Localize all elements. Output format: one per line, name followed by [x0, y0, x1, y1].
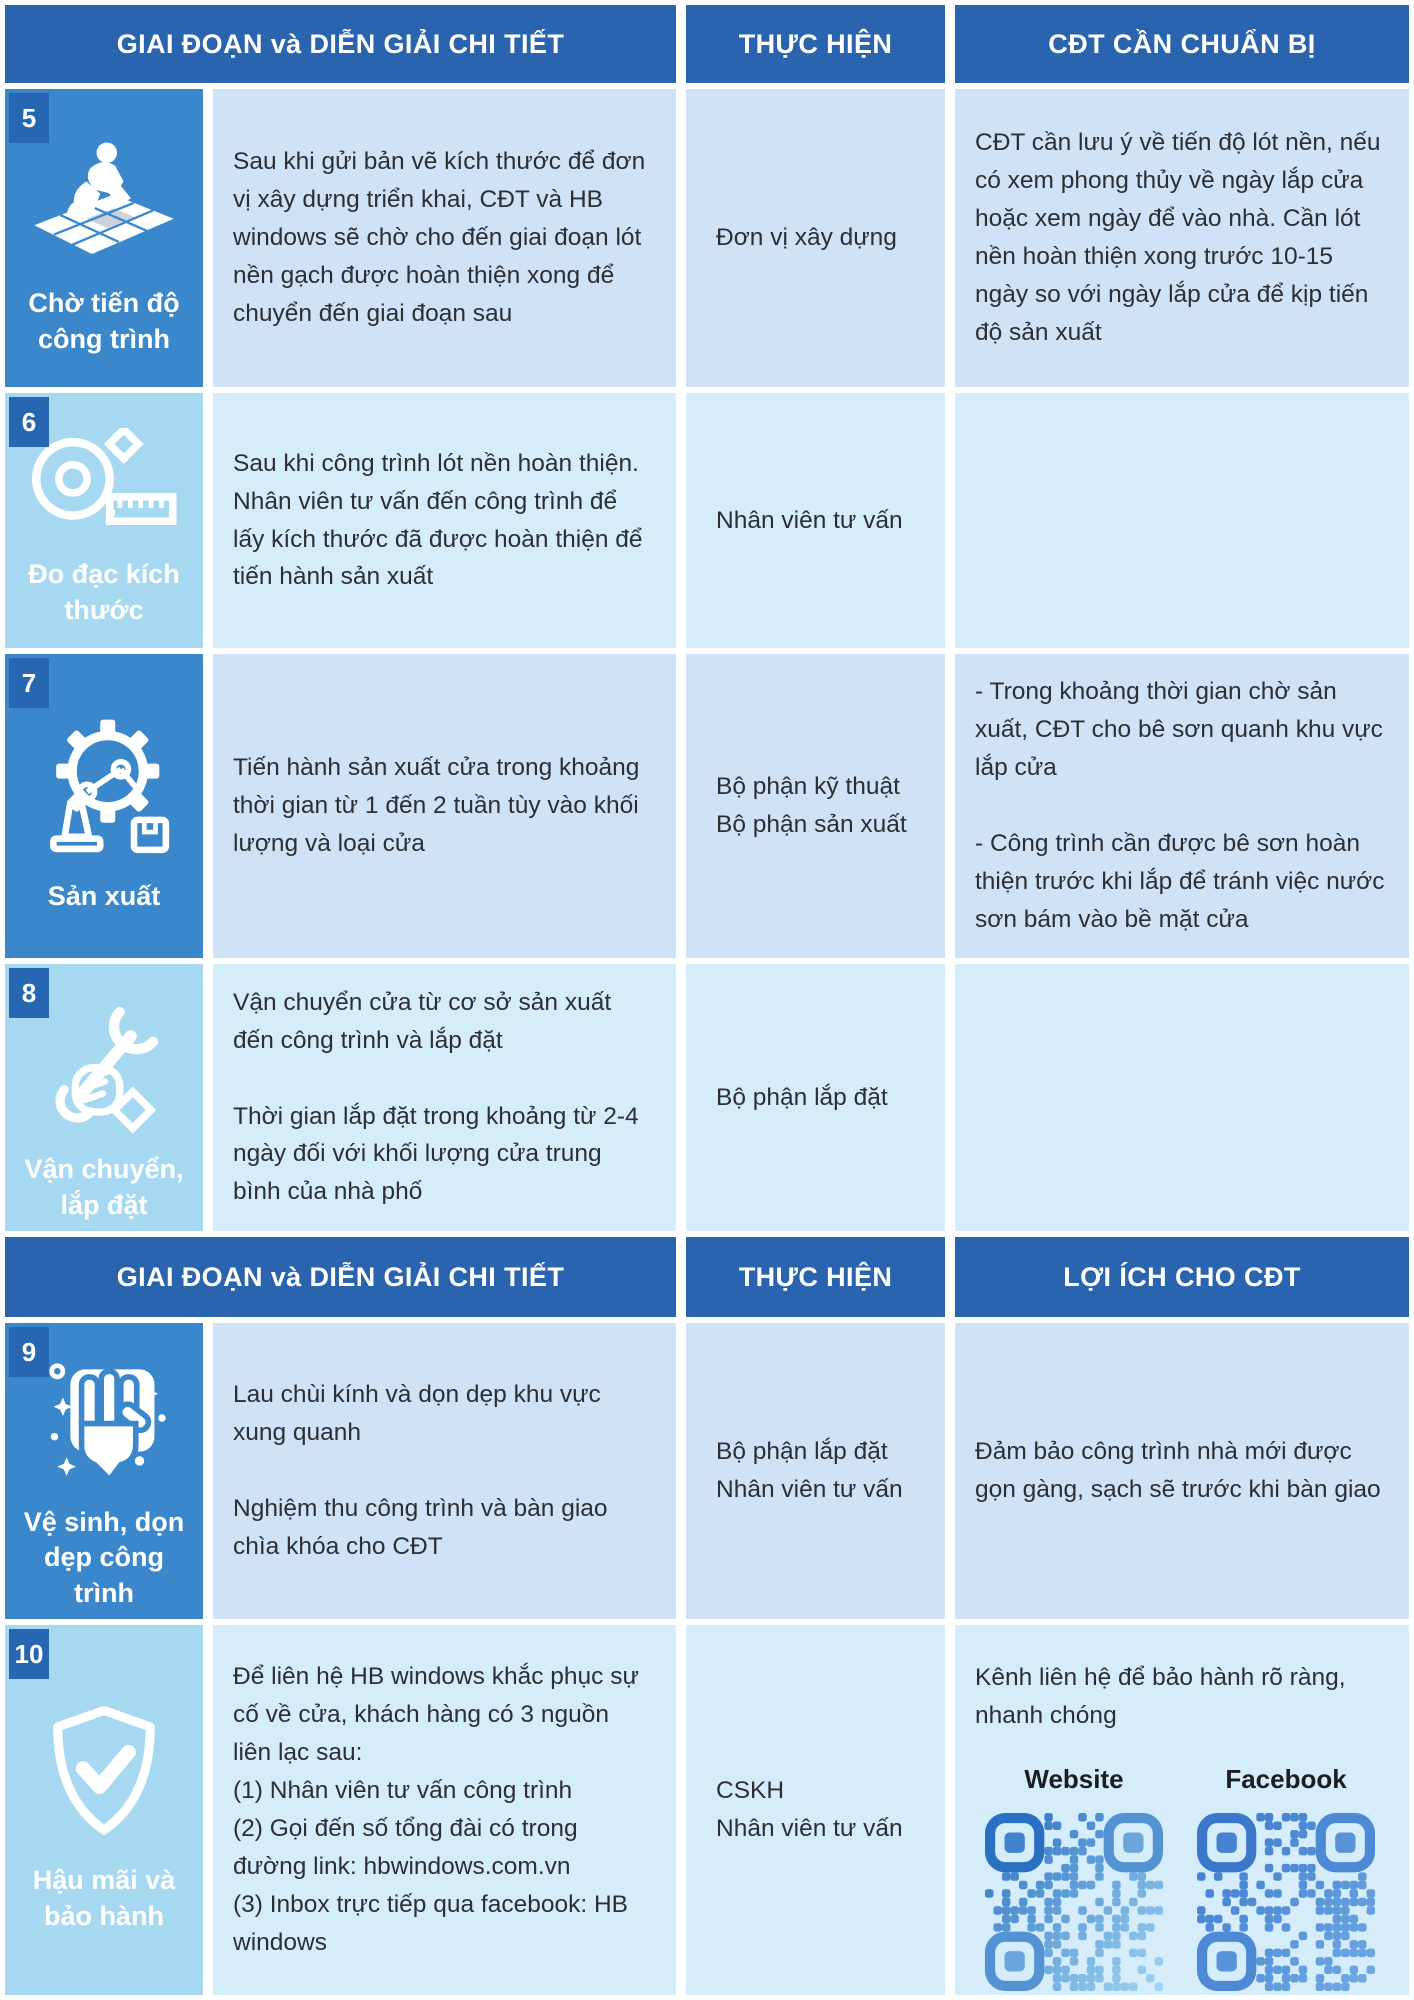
stage-cell-step10 — [5, 1625, 203, 1995]
header-prepare — [955, 5, 1409, 83]
stage-cell-step8 — [5, 964, 203, 1231]
description-text: Nghiệm thu công trình và bàn giao chìa khóa cho CĐT — [233, 1495, 608, 1560]
description-text: Tiến hành sản xuất cửa trong khoảng thời gian từ 1 đến 2 tuần tùy vào khối lượng và loại cửa — [233, 754, 640, 857]
website-qr — [985, 1813, 1163, 1991]
stage-cell-step6 — [5, 393, 203, 648]
header-benefit — [955, 1237, 1409, 1317]
step-number-badge — [9, 397, 49, 447]
stage-cell-step9 — [5, 1323, 203, 1619]
description-cell-step8 — [213, 964, 676, 1231]
stage-cell-step7 — [5, 654, 203, 958]
step-number: 7 — [21, 667, 37, 698]
description-text: Thời gian lắp đặt trong khoảng từ 2-4 ngày đối với khối lượng cửa trung bình của nhà phố — [233, 1102, 639, 1206]
description-text: Vận chuyển cửa từ cơ sở sản xuất đến công trình và lắp đặt — [233, 988, 612, 1054]
note-text: CĐT cần lưu ý về tiến độ lót nền, nếu có xem phong thủy về ngày lắp cửa hoặc xem ngày để vào nhà. Cần lót nền hoàn thiện xong trước 10-15 ngày so với ngày lắp cửa để kịp tiến độ sản xuất — [975, 129, 1381, 346]
description-cell-step7 — [213, 654, 676, 958]
step-number-badge — [9, 1629, 49, 1679]
website-qr-box — [983, 1759, 1165, 1991]
facebook-qr — [1197, 1813, 1375, 1991]
step-number-badge — [9, 968, 49, 1018]
description-cell-step9 — [213, 1323, 676, 1619]
description-text: (1) Nhân viên tư vấn công trình — [233, 1777, 573, 1805]
step-number: 10 — [14, 1638, 44, 1669]
executor-cell-step6 — [686, 393, 945, 648]
header-stage-detail-2 — [5, 1237, 676, 1317]
stage-label: Đo đạc kích thước — [28, 559, 180, 625]
note-cell-step7 — [955, 654, 1409, 958]
note-cell-step6 — [955, 393, 1409, 648]
executor-text: Bộ phận lắp đặt — [716, 1438, 888, 1466]
description-cell-step5 — [213, 89, 676, 387]
qr-row — [975, 1759, 1385, 1991]
header-execution-2 — [686, 1237, 945, 1317]
description-text: (3) Inbox trực tiếp qua facebook: HB windows — [233, 1890, 628, 1956]
step-number-badge — [9, 93, 49, 143]
step-number: 8 — [21, 977, 37, 1008]
stage-label: Vận chuyển, lắp đặt — [24, 1153, 184, 1220]
note-text: - Công trình cần được bê sơn hoàn thiện trước khi lắp để tránh việc nước sơn bám vào bề mặt cửa — [975, 830, 1385, 933]
production-gear-icon — [29, 713, 179, 863]
website-qr-label: Website — [1024, 1763, 1124, 1794]
header-prepare-label: CĐT CẦN CHUẨN BỊ — [1048, 28, 1316, 59]
executor-text: CSKH — [716, 1777, 785, 1805]
stage-label: Hậu mãi và bảo hành — [32, 1865, 176, 1931]
facebook-qr-box — [1195, 1759, 1377, 1991]
description-text: Lau chùi kính và dọn dẹp khu vực xung quanh — [233, 1381, 601, 1447]
wrench-hand-icon — [34, 988, 174, 1136]
header-stage-detail-label: GIAI ĐOẠN và DIỄN GIẢI CHI TIẾT — [116, 28, 565, 59]
executor-cell-step9 — [686, 1323, 945, 1619]
note-cell-step5 — [955, 89, 1409, 387]
benefit-text: Đảm bảo công trình nhà mới được gọn gàng, sạch sẽ trước khi bàn giao — [975, 1438, 1381, 1503]
description-cell-step10 — [213, 1625, 676, 1995]
header-execution — [686, 5, 945, 83]
stage-cell-step5 — [5, 89, 203, 387]
executor-text: Nhân viên tư vấn — [716, 1815, 903, 1842]
note-text: - Trong khoảng thời gian chờ sản xuất, CĐT cho bê sơn quanh khu vực lắp cửa — [975, 678, 1383, 782]
executor-cell-step8 — [686, 964, 945, 1231]
step-number: 5 — [21, 102, 37, 133]
step-number: 6 — [21, 406, 37, 437]
header-stage-detail-2-label: GIAI ĐOẠN và DIỄN GIẢI CHI TIẾT — [116, 1261, 565, 1292]
header-execution-label: THỰC HIỆN — [738, 28, 893, 59]
benefit-cell-step9 — [955, 1323, 1409, 1619]
executor-text: Đơn vị xây dựng — [716, 224, 897, 252]
tile-worker-icon — [25, 134, 183, 270]
stage-label: Sản xuất — [47, 881, 161, 912]
description-text: (2) Gọi đến số tổng đài có trong đường link: hbwindows.com.vn — [233, 1815, 578, 1880]
note-cell-step8 — [955, 964, 1409, 1231]
description-text: Để liên hệ HB windows khắc phục sự cố về cửa, khách hàng có 3 nguồn liên lạc sau: — [233, 1663, 639, 1767]
executor-text: Bộ phận sản xuất — [716, 811, 907, 838]
header-execution-2-label: THỰC HIỆN — [738, 1261, 893, 1292]
step-number: 9 — [21, 1336, 37, 1367]
step-number-badge — [9, 658, 49, 708]
description-text: Sau khi công trình lót nền hoàn thiện. Nhân viên tư vấn đến công trình để lấy kích thước đã được hoàn thiện để tiến hành sản xuất — [233, 449, 643, 591]
header-stage-detail — [5, 5, 676, 83]
step-number-badge — [9, 1327, 49, 1377]
stage-label: Chờ tiến độ công trình — [28, 288, 180, 354]
executor-text: Bộ phận lắp đặt — [716, 1083, 888, 1111]
executor-text: Nhân viên tư vấn — [716, 506, 903, 534]
description-cell-step6 — [213, 393, 676, 648]
qr-heading: Kênh liên hệ để bảo hành rõ ràng, nhanh chóng — [975, 1664, 1346, 1729]
executor-cell-step7 — [686, 654, 945, 958]
warranty-shield-icon — [36, 1701, 172, 1847]
header-benefit-label: LỢI ÍCH CHO CĐT — [1063, 1261, 1301, 1292]
stage-label: Vệ sinh, dọn dẹp công trình — [23, 1506, 185, 1608]
cleaning-hand-icon — [29, 1347, 179, 1489]
benefit-cell-step10 — [955, 1625, 1409, 1995]
description-text: Sau khi gửi bản vẽ kích thước để đơn vị xây dựng triển khai, CĐT và HB windows sẽ chờ cho đến giai đoạn lót nền gạch được hoàn thiện xong để chuyển đến giai đoạn sau — [233, 148, 646, 327]
facebook-qr-label: Facebook — [1225, 1763, 1347, 1794]
executor-cell-step10 — [686, 1625, 945, 1995]
executor-cell-step5 — [686, 89, 945, 387]
executor-text: Nhân viên tư vấn — [716, 1476, 903, 1503]
executor-text: Bộ phận kỹ thuật — [716, 773, 900, 801]
